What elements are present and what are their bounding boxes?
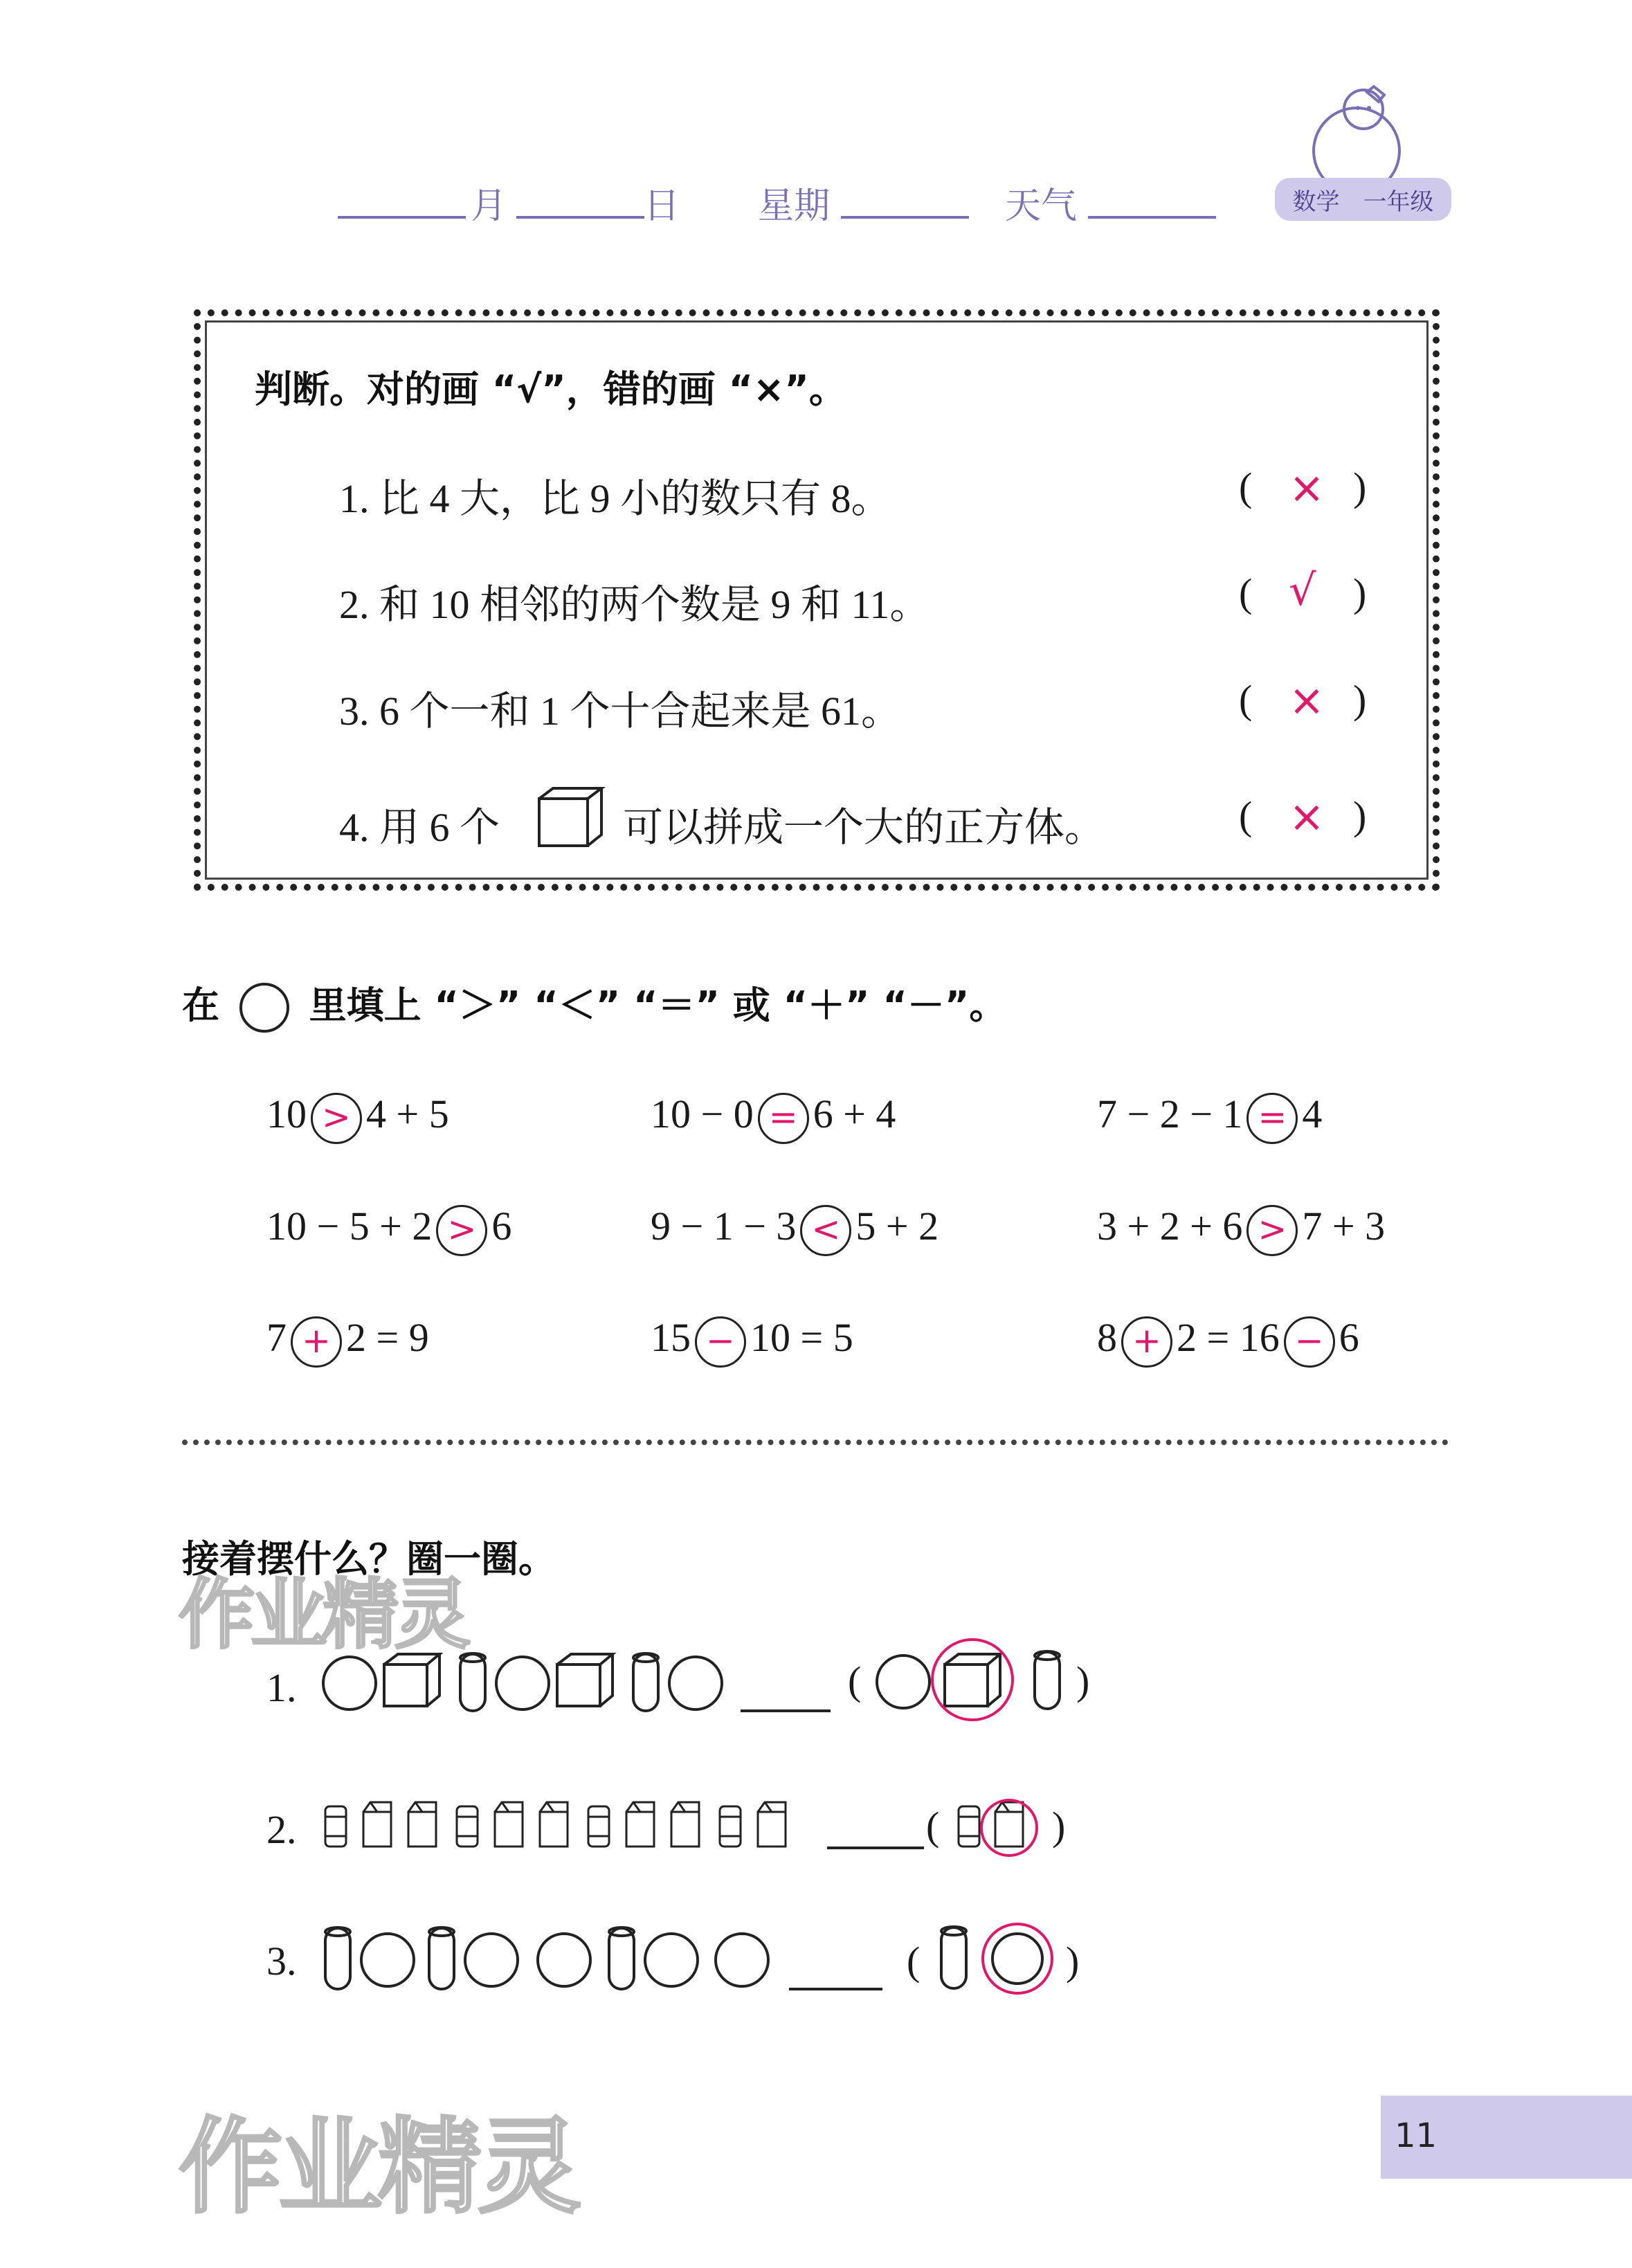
weather-label: 天气 bbox=[1005, 185, 1078, 227]
sphere-icon bbox=[645, 1934, 698, 1986]
milk-carton-icon bbox=[995, 1802, 1023, 1847]
equation-3-1: 7 + 2 = 9 bbox=[266, 1310, 429, 1368]
equation-2-1: 10 − 5 + 2 > 6 bbox=[266, 1199, 511, 1256]
pattern-label-1: 1. bbox=[266, 1665, 297, 1710]
pattern-row-3 bbox=[318, 1917, 893, 2000]
day-blank[interactable] bbox=[516, 216, 644, 219]
answer-circle[interactable]: + bbox=[291, 1316, 342, 1368]
month-label: 月 bbox=[471, 185, 507, 227]
can-icon bbox=[720, 1806, 741, 1847]
milk-carton-icon bbox=[758, 1802, 786, 1847]
section2-title-before: 在 bbox=[182, 983, 219, 1027]
sphere-icon bbox=[361, 1934, 414, 1986]
sphere-icon bbox=[992, 1934, 1042, 1984]
can-icon bbox=[588, 1806, 609, 1847]
can-icon bbox=[457, 1806, 478, 1847]
pattern-choices-1[interactable] bbox=[869, 1630, 1076, 1727]
pattern-paren-close-2: ) bbox=[1052, 1804, 1066, 1849]
sphere-icon bbox=[669, 1657, 722, 1709]
weekday-blank[interactable] bbox=[841, 216, 969, 219]
paren-open-3: ( bbox=[1239, 677, 1253, 722]
cylinder-icon bbox=[609, 1927, 634, 1989]
answer-4[interactable]: × bbox=[1289, 791, 1325, 842]
cube-icon bbox=[945, 1654, 1000, 1706]
pattern-choices-3[interactable] bbox=[931, 1914, 1069, 2004]
sphere-icon bbox=[538, 1934, 590, 1986]
month-blank[interactable] bbox=[338, 216, 466, 219]
answer-circle[interactable]: = bbox=[758, 1093, 809, 1144]
paren-close-3: ) bbox=[1353, 677, 1367, 722]
milk-carton-icon bbox=[408, 1802, 436, 1847]
day-label: 日 bbox=[644, 185, 680, 227]
pattern-row-2 bbox=[318, 1793, 927, 1869]
weather-blank[interactable] bbox=[1088, 216, 1216, 219]
page-number: 11 bbox=[1395, 2116, 1438, 2155]
cylinder-icon bbox=[633, 1653, 658, 1711]
sphere-icon bbox=[877, 1655, 930, 1708]
milk-carton-icon bbox=[671, 1802, 699, 1847]
cylinder-icon bbox=[325, 1927, 350, 1989]
answer-circle[interactable]: + bbox=[1121, 1316, 1172, 1368]
equation-1-1: 10 > 4 + 5 bbox=[266, 1087, 449, 1144]
judge-item-4-after: 可以拼成一个大的正方体。 bbox=[623, 805, 1105, 850]
section1-title: 判断。对的画 “√”，错的画 “×”。 bbox=[255, 368, 846, 411]
milk-carton-icon bbox=[495, 1802, 523, 1847]
snowman-icon bbox=[1301, 82, 1412, 185]
cylinder-icon bbox=[429, 1927, 454, 1989]
section2-title-after: 里填上 “＞” “＜” “＝” 或 “＋” “－”。 bbox=[309, 983, 1007, 1027]
judge-item-2: 2. 和 10 相邻的两个数是 9 和 11。 bbox=[339, 582, 930, 627]
subject-badge: 数学 一年级 bbox=[1275, 178, 1451, 221]
answer-circle[interactable]: > bbox=[311, 1093, 362, 1144]
pattern-paren-close-1: ) bbox=[1076, 1658, 1090, 1703]
equation-1-3: 7 − 2 − 1 = 4 bbox=[1097, 1087, 1322, 1144]
cube-icon bbox=[557, 1654, 613, 1706]
empty-circle-icon bbox=[239, 983, 289, 1033]
answer-circle[interactable]: − bbox=[1284, 1316, 1335, 1368]
answer-circle[interactable]: = bbox=[1246, 1093, 1298, 1144]
sphere-icon bbox=[496, 1657, 549, 1709]
sphere-icon bbox=[716, 1934, 768, 1986]
pattern-paren-close-3: ) bbox=[1066, 1939, 1080, 1984]
judge-item-3: 3. 6 个一和 1 个十合起来是 61。 bbox=[339, 689, 902, 734]
can-icon bbox=[325, 1806, 346, 1847]
can-icon bbox=[959, 1806, 979, 1847]
watermark-bottom: 作业精灵 bbox=[179, 2107, 578, 2228]
pattern-choices-2[interactable] bbox=[948, 1789, 1052, 1865]
answer-circle[interactable]: − bbox=[695, 1316, 746, 1368]
answer-circle[interactable]: > bbox=[436, 1205, 487, 1256]
divider bbox=[182, 1440, 1449, 1445]
answer-circle[interactable]: < bbox=[800, 1205, 851, 1256]
answer-circle[interactable]: > bbox=[1246, 1205, 1298, 1256]
paren-close-4: ) bbox=[1353, 793, 1367, 838]
cylinder-icon bbox=[1035, 1651, 1060, 1709]
paren-open-4: ( bbox=[1239, 793, 1253, 838]
cylinder-icon bbox=[941, 1927, 966, 1988]
equation-2-2: 9 − 1 − 3 < 5 + 2 bbox=[651, 1199, 939, 1256]
page-number-box bbox=[1381, 2096, 1632, 2179]
answer-1[interactable]: × bbox=[1289, 462, 1325, 513]
paren-close-2: ) bbox=[1353, 570, 1367, 615]
equation-3-3: 8 + 2 = 16 − 6 bbox=[1097, 1310, 1359, 1368]
milk-carton-icon bbox=[540, 1802, 568, 1847]
weekday-label: 星期 bbox=[758, 185, 831, 227]
paren-close-1: ) bbox=[1353, 464, 1367, 509]
pattern-label-2: 2. bbox=[266, 1807, 297, 1852]
equation-2-3: 3 + 2 + 6 > 7 + 3 bbox=[1097, 1199, 1385, 1256]
answer-3[interactable]: × bbox=[1289, 675, 1325, 725]
paren-open-2: ( bbox=[1239, 570, 1253, 615]
equation-1-2: 10 − 0 = 6 + 4 bbox=[651, 1087, 896, 1144]
paren-open-1: ( bbox=[1239, 464, 1253, 509]
pattern-label-3: 3. bbox=[266, 1939, 297, 1984]
pattern-paren-open-3: ( bbox=[907, 1939, 921, 1984]
sphere-icon bbox=[465, 1934, 518, 1986]
sphere-icon bbox=[323, 1657, 376, 1709]
judge-item-4-before: 4. 用 6 个 bbox=[339, 805, 500, 850]
judge-item-1: 1. 比 4 大，比 9 小的数只有 8。 bbox=[339, 476, 891, 521]
watermark-top: 作业精灵 bbox=[179, 1570, 466, 1659]
pattern-paren-open-1: ( bbox=[848, 1658, 862, 1703]
answer-2[interactable]: √ bbox=[1289, 565, 1316, 615]
section2-title bbox=[182, 976, 1006, 1033]
milk-carton-icon bbox=[363, 1802, 391, 1847]
pattern-paren-open-2: ( bbox=[926, 1804, 940, 1849]
cube-icon bbox=[536, 786, 606, 849]
milk-carton-icon bbox=[626, 1802, 654, 1847]
equation-3-2: 15 − 10 = 5 bbox=[651, 1310, 853, 1368]
section3-title: 接着摆什么？圈一圈。 bbox=[182, 1537, 556, 1581]
